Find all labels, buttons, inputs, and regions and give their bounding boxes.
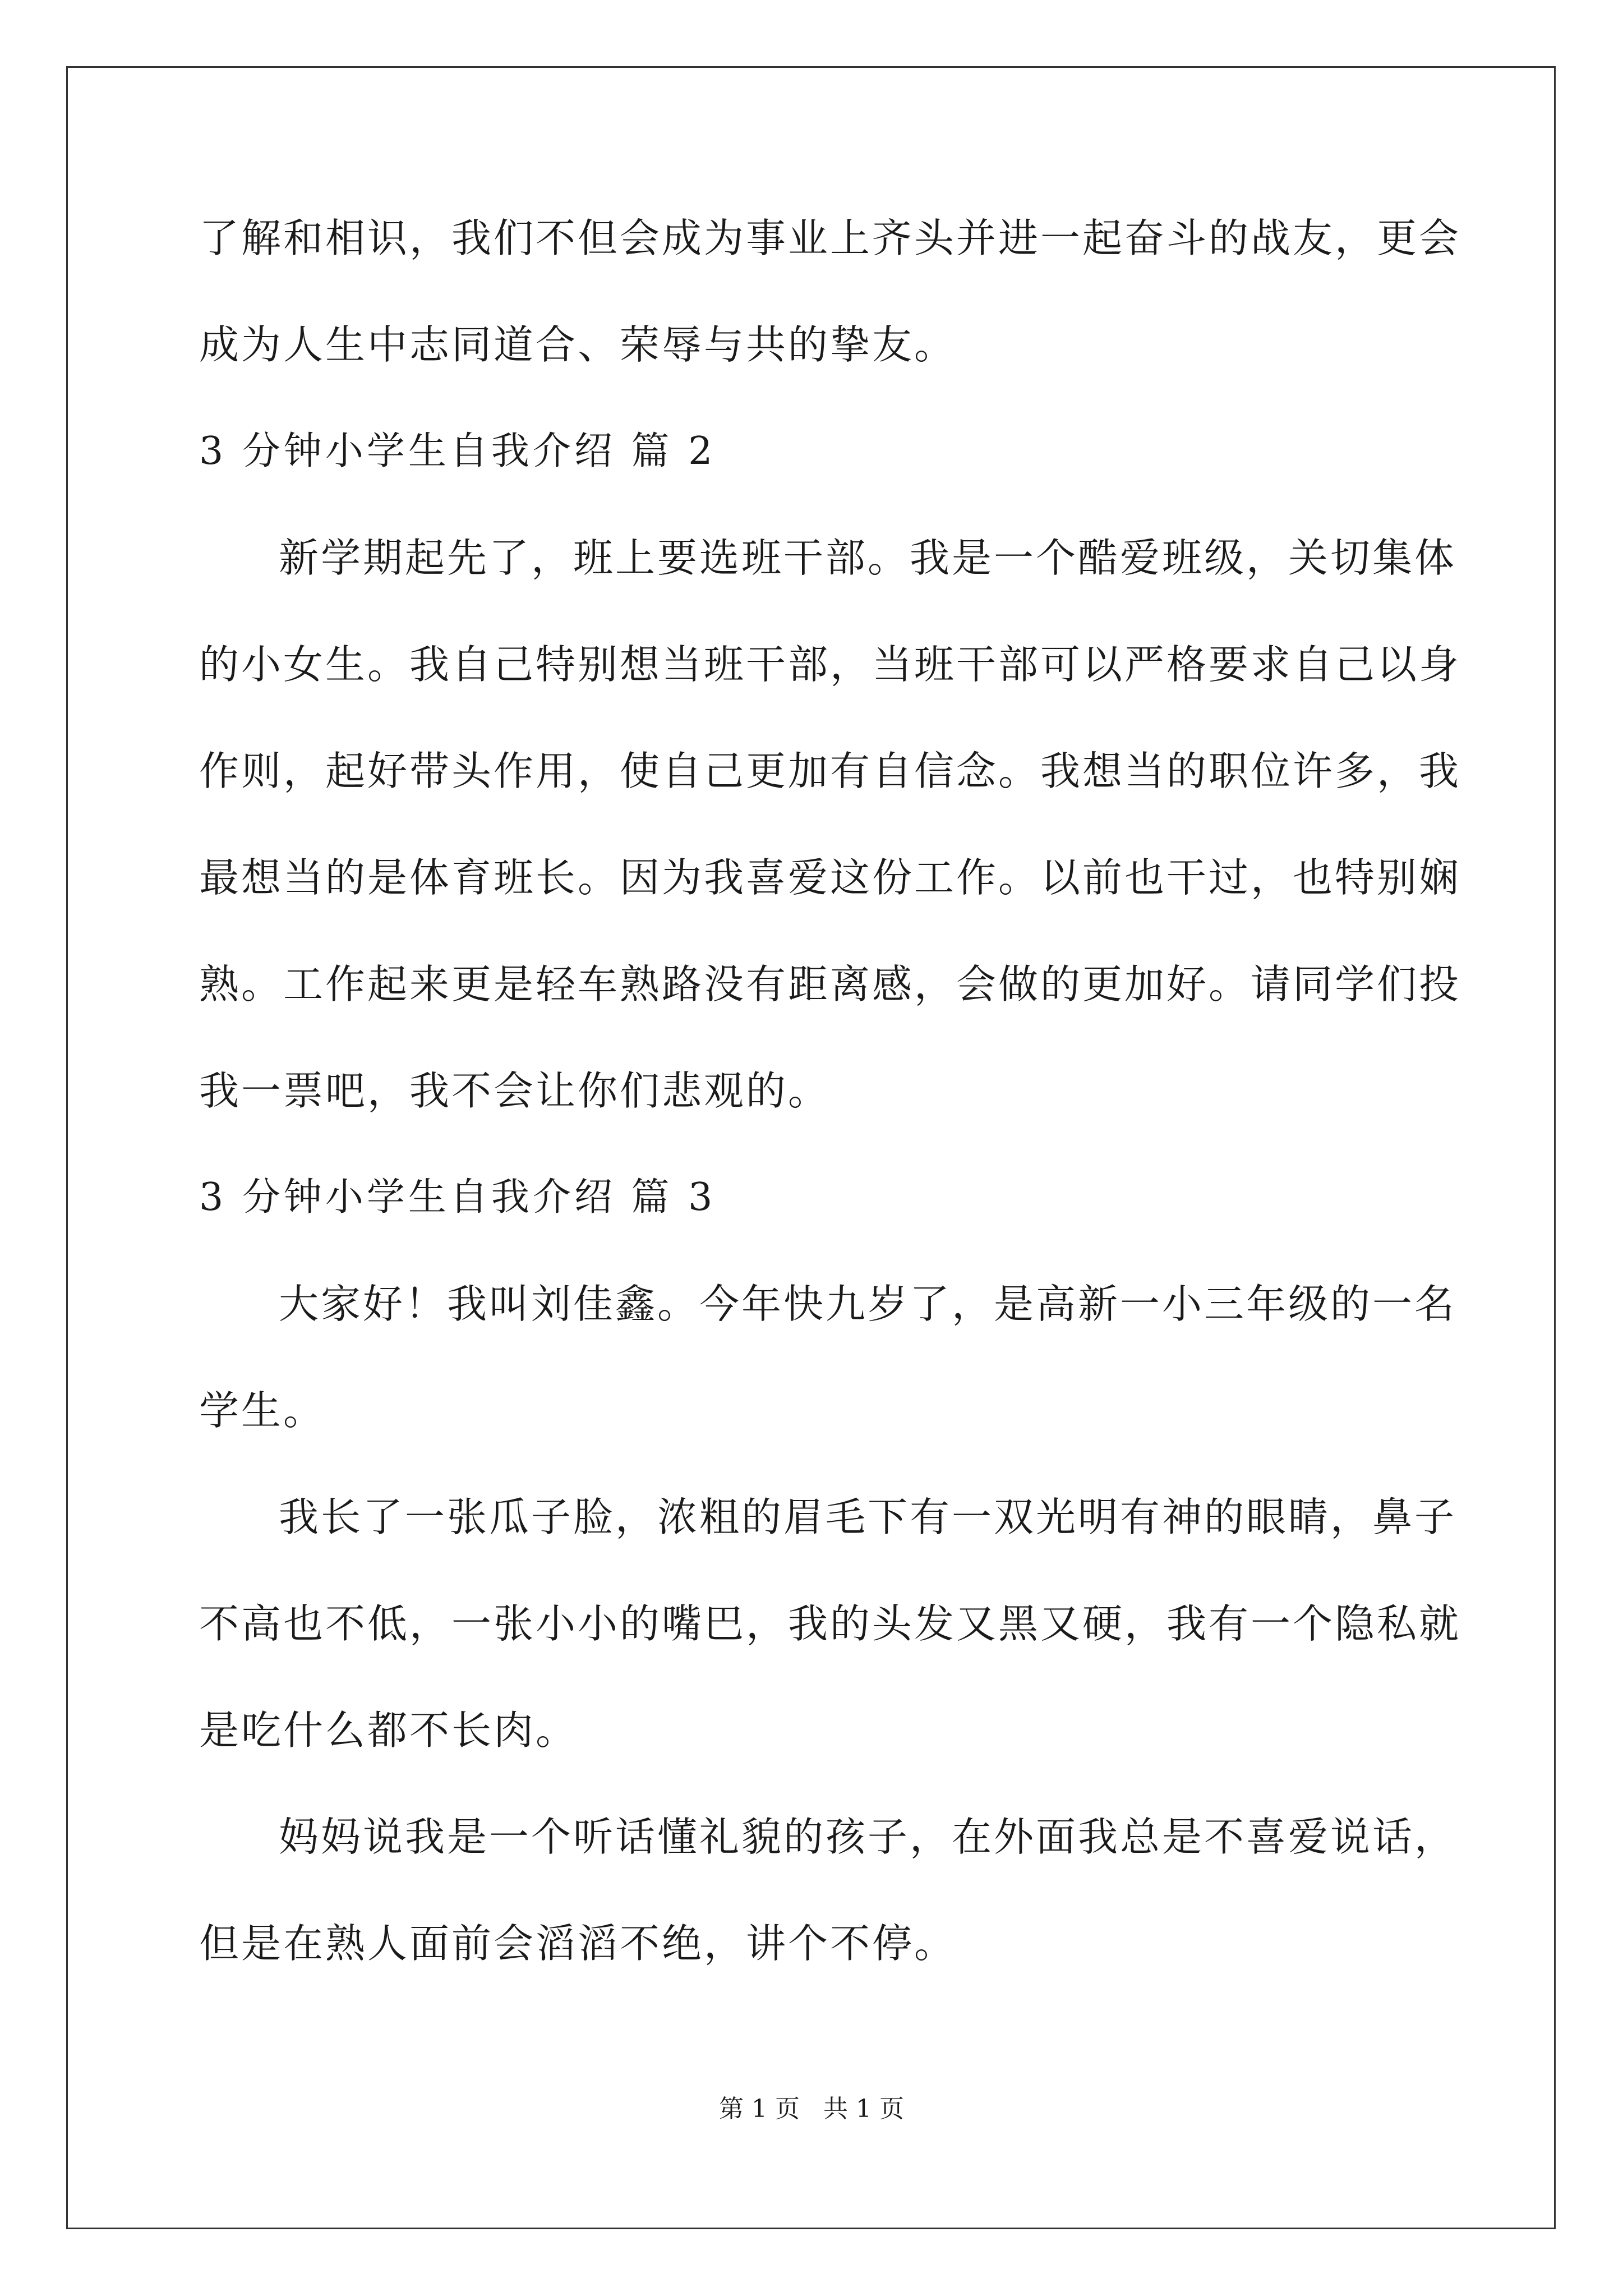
document-body bbox=[199, 185, 1461, 1997]
paragraph-line: 学生。 bbox=[199, 1387, 326, 1434]
paragraph-line: 新学期起先了，班上要选班干部。我是一个酷爱班级，关切集体 bbox=[279, 535, 1457, 581]
paragraph-line: 的小女生。我自己特别想当班干部，当班干部可以严格要求自己以身 bbox=[199, 641, 1461, 688]
paragraph-line: 不高也不低，一张小小的嘴巴，我的头发又黑又硬，我有一个隐私就 bbox=[199, 1600, 1461, 1647]
paragraph-line: 熟。工作起来更是轻车熟路没有距离感，会做的更加好。请同学们投 bbox=[199, 961, 1461, 1007]
paragraph-line: 大家好！我叫刘佳鑫。今年快九岁了，是高新一小三年级的一名 bbox=[279, 1281, 1457, 1327]
paragraph-line: 了解和相识，我们不但会成为事业上齐头并进一起奋斗的战友，更会 bbox=[199, 215, 1461, 261]
paragraph-line: 成为人生中志同道合、荣辱与共的挚友。 bbox=[199, 321, 957, 368]
paragraph-line: 是吃什么都不长肉。 bbox=[199, 1707, 578, 1754]
paragraph-line: 妈妈说我是一个听话懂礼貌的孩子，在外面我总是不喜爱说话， bbox=[279, 1814, 1457, 1860]
paragraph-line: 最想当的是体育班长。因为我喜爱这份工作。以前也干过，也特别娴 bbox=[199, 854, 1461, 901]
paragraph-line: 我长了一张瓜子脸，浓粗的眉毛下有一双光明有神的眼睛，鼻子 bbox=[279, 1494, 1457, 1540]
paragraph-line: 但是在熟人面前会滔滔不绝，讲个不停。 bbox=[199, 1920, 957, 1967]
page-footer: 第 1 页 共 1 页 bbox=[719, 2095, 904, 2123]
section-heading: 3 分钟小学生自我介绍 篇 2 bbox=[199, 429, 716, 473]
paragraph-line: 我一票吧，我不会让你们悲观的。 bbox=[199, 1068, 831, 1114]
paragraph-line: 作则，起好带头作用，使自己更加有自信念。我想当的职位许多，我 bbox=[199, 748, 1461, 794]
section-heading: 3 分钟小学生自我介绍 篇 3 bbox=[199, 1175, 716, 1220]
